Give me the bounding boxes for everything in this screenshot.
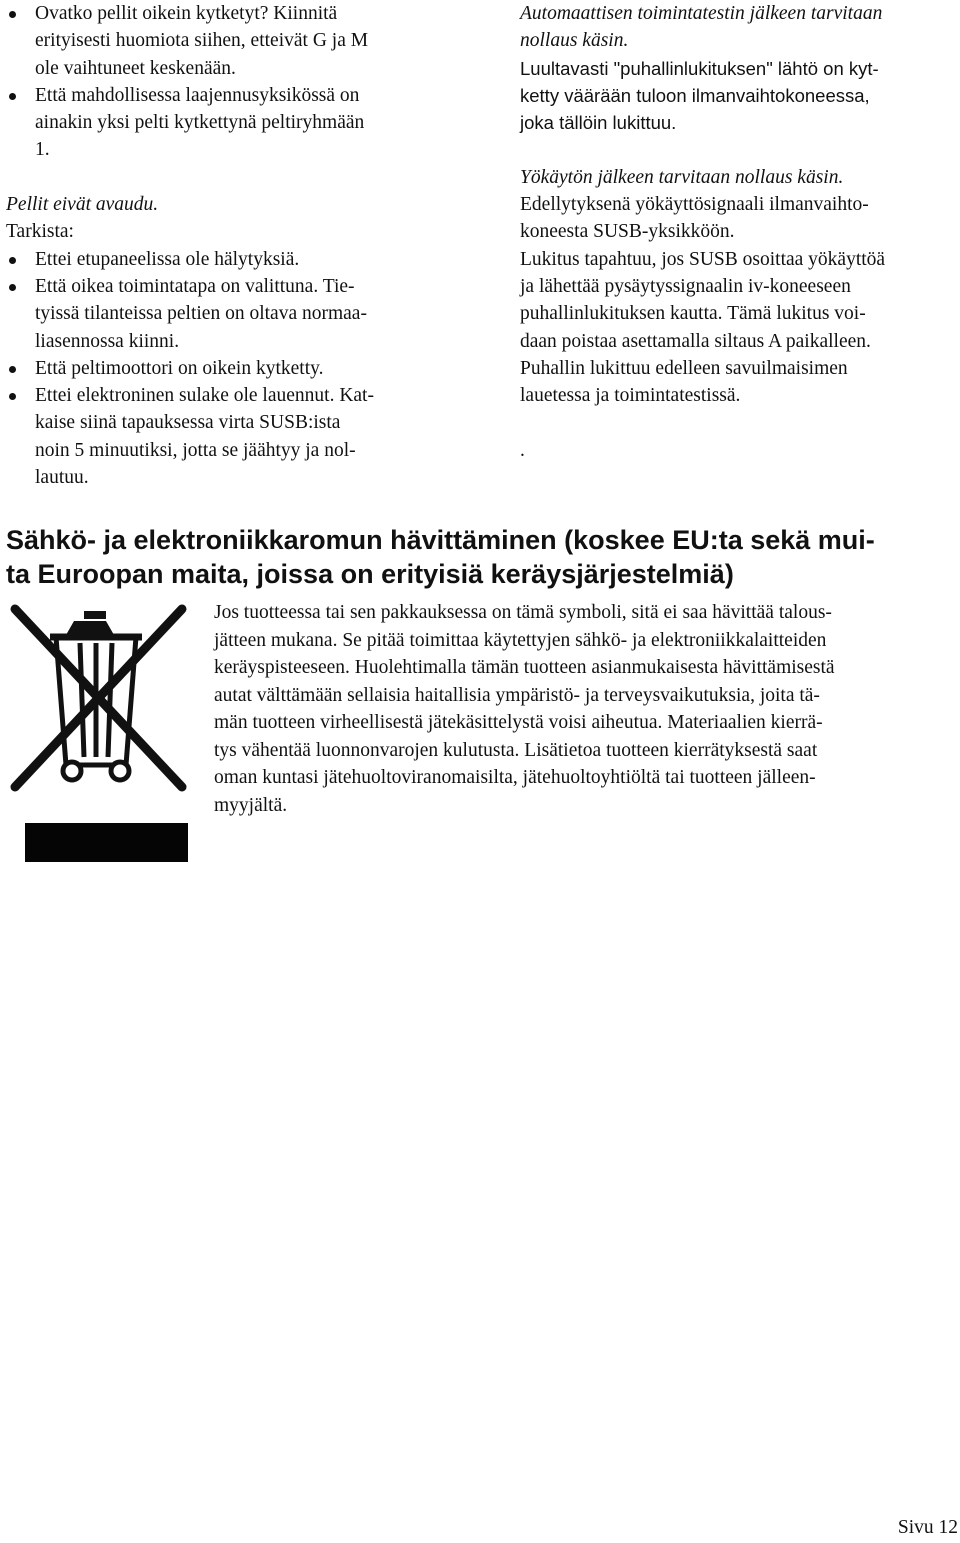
weee-symbol-graphic [10, 603, 190, 818]
crossed-out-wheelie-bin-icon [10, 603, 190, 863]
dampers-list [6, 246, 476, 492]
autotest-text: ketty väärään tuloon ilmanvaihtokoneessa, [520, 84, 870, 106]
check-list [6, 0, 476, 164]
night-heading: Yökäytön jälkeen tarvitaan nollaus käsin. [520, 166, 844, 188]
bullet-icon [9, 257, 16, 264]
autotest-text: Luultavasti "puhallinlukituksen" lähtö on kyt- [520, 57, 879, 79]
autotest-heading: Automaattisen toimintatestin jälkeen tarvitaan [520, 3, 883, 24]
bullet-icon [9, 393, 16, 400]
list-item: Että peltimoottori on oikein kytketty. [6, 355, 476, 382]
disposal-heading: Sähkö- ja elektroniikkaromun hävittäminen (koskee EU:ta sekä mui- ta Euroopan maita, joissa on erityisiä keräysjärjestelmiä) [6, 525, 875, 589]
dampers-heading: Pellit eivät avaudu. [6, 194, 159, 216]
list-item: Ovatko pellit oikein kytketyt? Kiinnitä erityisesti huomiota siihen, etteivät G ja M ole vaihtuneet keskenään. [6, 0, 476, 82]
night-text: Puhallin lukittuu edelleen savuilmaisimen [520, 357, 848, 379]
autotest-section [520, 0, 956, 136]
bullet-icon [9, 366, 16, 373]
night-text: Edellytyksenä yökäyttösignaali ilmanvaihto- [520, 194, 869, 216]
bullet-icon [9, 284, 16, 291]
list-item: Että oikea toimintatapa on valittuna. Tie- tyissä tilanteissa peltien on oltava normaa- liasennossa kiinni. [6, 273, 476, 355]
list-item: Ettei etupaneelissa ole hälytyksiä. [6, 246, 476, 273]
night-text: lauetessa ja toimintatestissä. [520, 385, 741, 407]
list-item: Että mahdollisessa laajennusyksikössä on ainakin yksi pelti kytkettynä peltiryhmään 1. [6, 82, 476, 164]
autotest-text: joka tällöin lukittuu. [520, 112, 677, 134]
bullet-icon [9, 93, 16, 100]
weee-black-bar [25, 823, 188, 862]
page-number: Sivu 12 [897, 1517, 958, 1538]
left-column [6, 0, 476, 491]
night-text: koneesta SUSB-yksikköön. [520, 221, 735, 243]
disposal-text: Jos tuotteessa tai sen pakkauksessa on tämä symboli, sitä ei saa hävittää talous- jätteen mukana. Se pitää toimittaa käytettyjen sähkö- ja elektroniikkalaitteiden keräyspisteeseen. Huolehtimalla tämän tuotteen asianmukaisesta hävittämisestä autat välttämään sellaisia haitallisia ympäristö- ja terveysvaikutuksia, joita tä- män tuotteen virheellisestä jätekäsittelystä voisi aiheutua. Materiaalien kierrä- tys vähentää luonnonvarojen kulutusta. Lisätietoa tuotteen kierrätyksestä saat oman kuntasi jätehuoltoviranomaisilta, jätehuoltoyhtiöltä tai tuotteen jälleen- myyjältä. [214, 602, 835, 816]
bullet-icon [9, 11, 16, 18]
night-text: daan poistaa asettamalla siltaus A paikalleen. [520, 330, 871, 352]
night-text: puhallinlukituksen kautta. Tämä lukitus voi- [520, 303, 866, 325]
stray-dot: . [520, 439, 525, 461]
night-text: Lukitus tapahtuu, jos SUSB osoittaa yökäyttöä [520, 248, 886, 270]
check-intro: Tarkista: [6, 221, 74, 243]
autotest-heading: nollaus käsin. [520, 30, 629, 52]
right-column [520, 0, 956, 464]
night-section [520, 164, 956, 410]
list-item: Ettei elektroninen sulake ole lauennut. Kat- kaise siinä tapauksessa virta SUSB:ista noin 5 minuutiksi, jotta se jäähtyy ja nol- lautuu. [6, 382, 476, 491]
night-text: ja lähettää pysäytyssignaalin iv-koneeseen [520, 275, 851, 297]
